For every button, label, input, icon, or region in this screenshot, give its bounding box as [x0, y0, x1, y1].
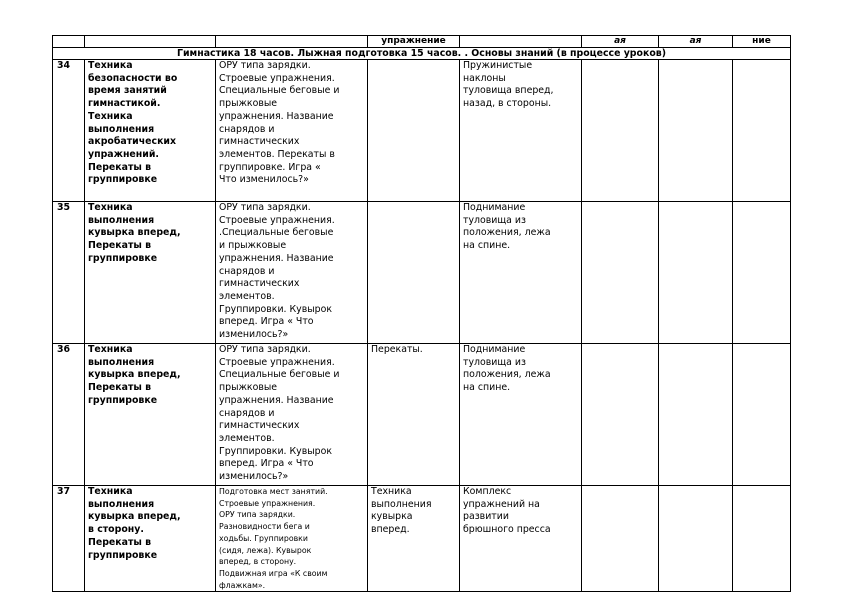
lesson-exercise — [368, 60, 460, 202]
header-cell-topic — [85, 36, 216, 48]
empty-cell — [733, 344, 791, 486]
table-row — [53, 60, 791, 202]
empty-cell — [659, 486, 733, 592]
empty-cell — [659, 202, 733, 344]
lesson-plan-table — [52, 35, 791, 592]
lesson-number: 36 — [53, 344, 85, 486]
table-row — [53, 486, 791, 592]
empty-cell — [733, 60, 791, 202]
lesson-homework: Поднимание туловища из положения, лежа на спине. — [460, 344, 582, 486]
lesson-content: ОРУ типа зарядки. Строевые упражнения. .Специальные беговые и прыжковые упражнения. Название снарядов и гимнастических элементов. Группировки. Кувырок вперед. Игра « Что изменилось?» — [216, 202, 368, 344]
lesson-topic: Техника безопасности во время занятий гимнастикой. Техника выполнения акробатических упражнений. Перекаты в группировке — [85, 60, 216, 202]
header-cell-content — [216, 36, 368, 48]
lesson-content: Подготовка мест занятий. Строевые упражнения. ОРУ типа зарядки. Разновидности бега и ходьбы. Группировки (сидя, лежа). Кувырок вперед, в сторону. Подвижная игра «К своим флажкам». — [216, 486, 368, 592]
empty-cell — [582, 486, 659, 592]
lesson-content: ОРУ типа зарядки. Строевые упражнения. Специальные беговые и прыжковые упражнения. Название снарядов и гимнастических элементов. Группировки. Кувырок вперед. Игра « Что изменилось?» — [216, 344, 368, 486]
section-row — [53, 48, 791, 60]
lesson-homework: Поднимание туловища из положения, лежа на спине. — [460, 202, 582, 344]
lesson-topic: Техника выполнения кувырка вперед, Перекаты в группировке — [85, 344, 216, 486]
table-row — [53, 344, 791, 486]
empty-cell — [659, 60, 733, 202]
header-cell-num — [53, 36, 85, 48]
empty-cell — [582, 202, 659, 344]
table-row — [53, 202, 791, 344]
empty-cell — [733, 486, 791, 592]
empty-cell — [659, 344, 733, 486]
lesson-number: 35 — [53, 202, 85, 344]
empty-cell — [582, 60, 659, 202]
table-header-row — [53, 36, 791, 48]
lesson-exercise: Техника выполнения кувырка вперед. — [368, 486, 460, 592]
lesson-number: 37 — [53, 486, 85, 592]
lesson-exercise: Перекаты. — [368, 344, 460, 486]
header-cell-exercise: упражнение — [368, 36, 460, 48]
lesson-homework: Пружинистые наклоны туловища вперед, назад, в стороны. — [460, 60, 582, 202]
lesson-content: ОРУ типа зарядки. Строевые упражнения. Специальные беговые и прыжковые упражнения. Название снарядов и гимнастических элементов. Перекаты в группировке. Игра « Что изменилось?» — [216, 60, 368, 202]
empty-cell — [582, 344, 659, 486]
header-cell-c: ние — [733, 36, 791, 48]
lesson-topic: Техника выполнения кувырка вперед, в сторону. Перекаты в группировке — [85, 486, 216, 592]
empty-cell — [733, 202, 791, 344]
section-title: Гимнастика 18 часов. Лыжная подготовка 15 часов. . Основы знаний (в процессе уроков) — [53, 48, 791, 60]
lesson-number: 34 — [53, 60, 85, 202]
lesson-homework: Комплекс упражнений на развитии брюшного пресса — [460, 486, 582, 592]
header-cell-b: ая — [659, 36, 733, 48]
lesson-exercise — [368, 202, 460, 344]
lesson-topic: Техника выполнения кувырка вперед, Перекаты в группировке — [85, 202, 216, 344]
header-cell-a: ая — [582, 36, 659, 48]
header-cell-homework — [460, 36, 582, 48]
